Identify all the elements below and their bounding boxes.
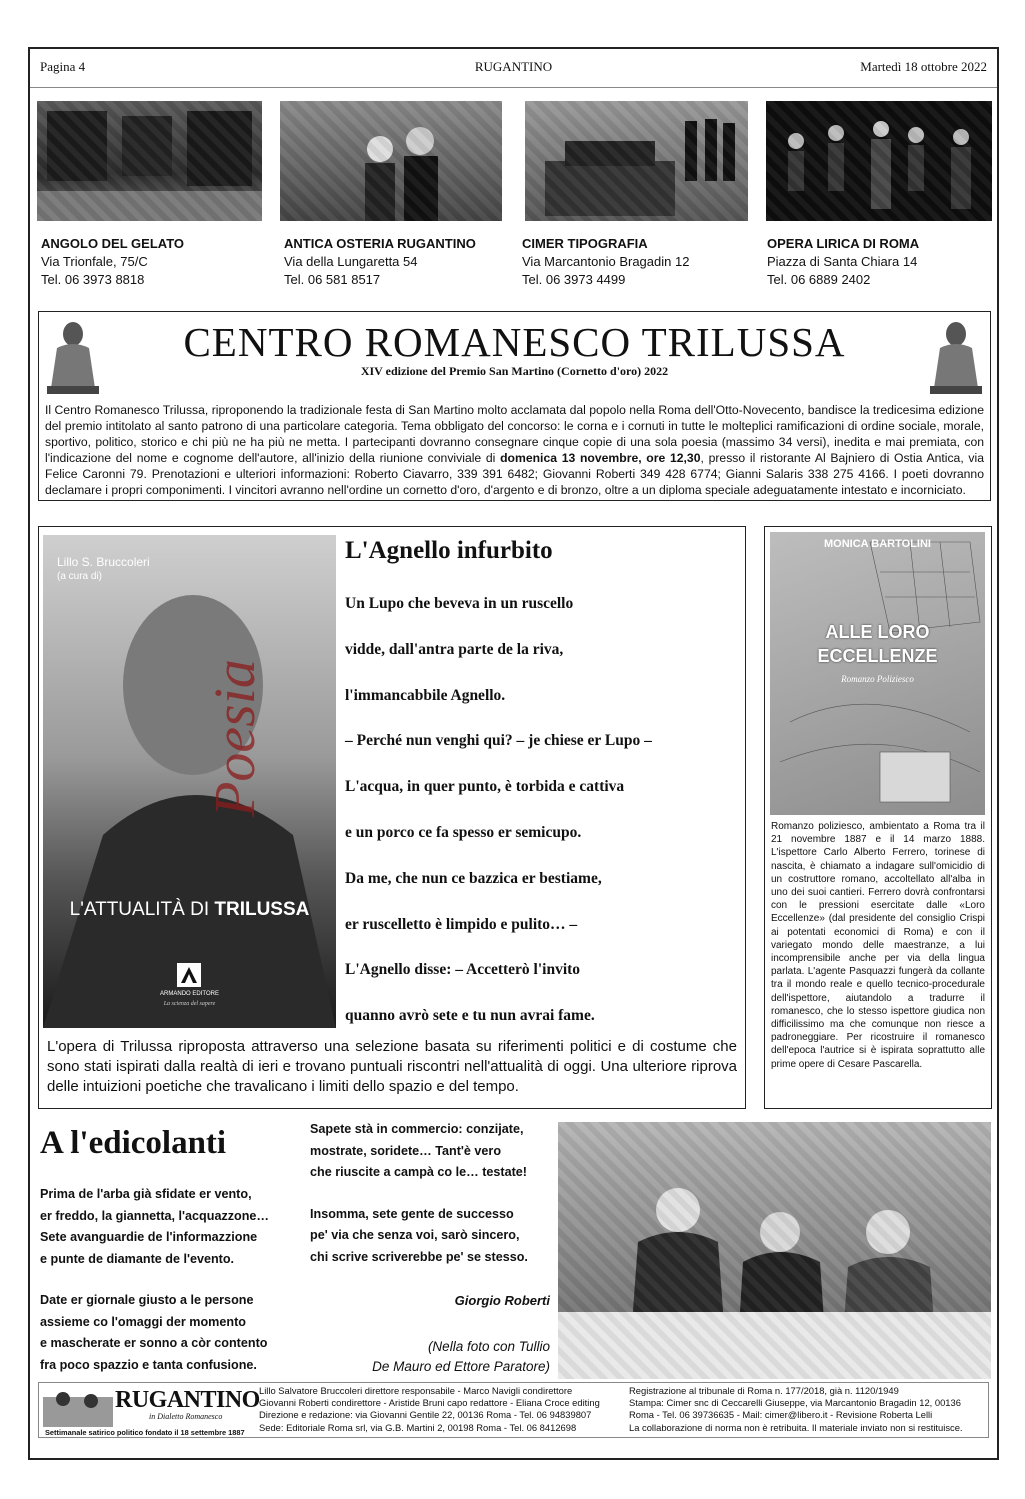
centro-body-text: Il Centro Romanesco Trilussa, riproponendo la tradizionale festa di San Martino molto acclamata dal popolo nella Roma dell'Otto-Novecento, bandisce la tredicesima edizione del premio intitolato al santo patrono di una particolare categoria. Tema obbligato del concorso: le corna e i cornuti in tutte le molteplici ramificazioni di ordine sociale, morale, sportivo, politico, storico e chi più ne ha più ne metta. I partecipanti dovranno consegnare cinque copie di una sola poesia (massimo 34 versi), inedita e mai premiata, con l'indicazione del nome e cognome dell'autore, all'inizio della riunione conviviale di: [45, 403, 984, 465]
poem-line: l'immancabbile Agnello.: [345, 686, 506, 704]
centro-title: CENTRO ROMANESCO TRILUSSA: [183, 319, 846, 365]
business-phone: Tel. 06 3973 4499: [522, 272, 626, 287]
newspaper-page: [28, 47, 999, 1460]
verse-line: Date er giornale giusto a le persone: [40, 1293, 254, 1307]
issue-date: Martedì 18 ottobre 2022: [860, 59, 987, 74]
cover-curator: (a cura di): [57, 571, 103, 582]
staff-line: Lillo Salvatore Bruccoleri direttore responsabile - Marco Navigli condirettore: [259, 1385, 573, 1396]
poem-line: er ruscelletto è limpido e pulito… –: [345, 915, 578, 933]
edicolanti-title: A l'edicolanti: [40, 1125, 227, 1161]
business-name: ANTICA OSTERIA RUGANTINO: [284, 236, 476, 251]
business-phone: Tel. 06 3973 8818: [41, 272, 145, 287]
staff-line: Giovanni Roberti condirettore - Aristide Bruni capo redattore - Eliana Croce editing: [259, 1397, 600, 1409]
business-name: ANGOLO DEL GELATO: [41, 236, 185, 251]
business-photo-gelato: [37, 101, 262, 221]
business-name: OPERA LIRICA DI ROMA: [767, 236, 920, 251]
publisher-logo-icon: [177, 963, 201, 987]
logo-title: RUGANTINO: [115, 1387, 260, 1413]
business-photo-osteria: [280, 101, 502, 221]
business-name: CIMER TIPOGRAFIA: [522, 236, 648, 251]
verse-line: er freddo, la giannetta, l'acquazzone…: [40, 1208, 270, 1223]
trilussa-caption: L'opera di Trilussa riproposta attraverso una selezione basata su riferimenti politici e di costume che sono stati ispirati dalla realtà di ieri e trovano puntuali riscontri nell'attualità di oggi. Una ulteriore riprova delle intuizioni poetiche che travalicano i limiti dello spazio e del tempo.: [47, 1038, 737, 1095]
verse-line: che riuscite a campà co le… testate!: [310, 1165, 527, 1179]
rugantino-logo: [43, 1385, 260, 1437]
staff-credits: [259, 1385, 619, 1434]
page-header: [40, 59, 987, 85]
legal-info: [629, 1385, 991, 1434]
photo-note-line-1: (Nella foto con Tullio: [427, 1339, 550, 1354]
bartolini-book-box: [764, 526, 992, 1109]
bartolini-caption: Romanzo poliziesco, ambientato a Roma tra il 21 novembre 1887 e il 14 marzo 1888. L'ispettore Carlo Alberto Ferrero, torinese di nascita, è chiamato a indagare sull'omicidio di un costruttore romano, accoltellato all'alba in uno dei suoi cantieri. Ferrero dovrà confrontarsi con le pressioni esercitate dalle «Loro Eccellenze» (dal presidente del consiglio Crispi ai potentati economici di Roma) e con il variegato mondo delle maestranze, a lui incomprensibile anche per via della lingua parlata. L'agente Pasquazzi fungerà da collante tra il mondo reale e quello tecnico-procedurale dell'ispettore, aiutandolo a tradurre il romanesco, che lo stesso ispettore giudica non difficilissimo ma che comunque non riesce a padroneggiare. Per ricostruire il romanesco dell'epoca l'autrice si è ispirata soprattutto alle prime opere di Cesare Pascarella.: [771, 821, 985, 1070]
verse-line: e mascherate er sonno a còr contento: [40, 1336, 268, 1350]
business-photo-tipografia: [525, 101, 748, 221]
header-rule: [30, 87, 997, 88]
poem-line: quanno avrò sete e tu nun avrai fame.: [345, 1007, 595, 1025]
business-phone: Tel. 06 6889 2402: [767, 272, 871, 287]
legal-line: La collaborazione di norma non è retribuita. Il materiale inviato non si restituisce.: [629, 1421, 963, 1433]
verse-line: e punte de diamante de l'evento.: [40, 1251, 235, 1266]
poem-lines: [345, 595, 652, 1053]
cover-title-b: TRILUSSA: [214, 899, 310, 920]
publisher-tag: La scienza del sapere: [163, 1001, 216, 1007]
business-address: Via Marcantonio Bragadin 12: [522, 254, 690, 269]
legal-line: Roma - Tel. 06 39736635 - Mail: cimer@libero.it - Revisione Roberta Lelli: [629, 1409, 933, 1421]
business-photo-opera: [766, 101, 992, 221]
verse-line: Sete avanguardie de l'informazzione: [40, 1230, 258, 1244]
verse-line: chi scrive scriverebbe pe' se stesso.: [310, 1249, 528, 1264]
business-gelato: [41, 235, 184, 289]
centro-event-date: domenica 13 novembre, ore 12,30: [500, 451, 701, 465]
poem-line: Da me, che nun ce bazzica er bestiame,: [345, 869, 602, 887]
photo-note: [310, 1337, 550, 1377]
publisher-name: ARMANDO EDITORE: [160, 991, 219, 997]
cover-title-line-2: ECCELLENZE: [817, 646, 938, 666]
cover-author: MONICA BARTOLINI: [824, 538, 931, 550]
business-phone: Tel. 06 581 8517: [284, 272, 381, 287]
bartolini-book-cover: [770, 532, 985, 815]
cover-title-a: L'ATTUALITÀ DI: [69, 899, 215, 920]
centro-body: [45, 402, 984, 498]
business-opera: [767, 235, 919, 289]
rugantino-figures-icon: [43, 1385, 113, 1427]
poem-title: L'Agnello infurbito: [345, 537, 553, 564]
poem-line: – Perché nun venghi qui? – je chiese er Lupo –: [345, 732, 652, 750]
cover-script: Poesia: [202, 659, 267, 817]
staff-line: Direzione e redazione: via Giovanni Gentile 22, 00136 Roma - Tel. 06 94839807: [259, 1409, 592, 1421]
verse-line: assieme co l'omaggi der momento: [40, 1314, 246, 1329]
masthead-footer: [38, 1382, 989, 1438]
logo-subtitle: in Dialetto Romanesco: [149, 1412, 223, 1421]
poem-line: e un porco ce fa spesso er semicupo.: [345, 823, 582, 841]
cover-title-line-1: ALLE LORO: [825, 622, 930, 642]
cover-author: Lillo S. Bruccoleri: [57, 555, 150, 569]
verse-line: Sapete stà in commercio: conzijate,: [310, 1122, 524, 1136]
cover-subtitle: Romanzo Poliziesco: [841, 674, 914, 684]
poem-author: Giorgio Roberti: [454, 1293, 550, 1308]
trilussa-book-cover: [43, 535, 336, 1028]
legal-line: Stampa: Cimer snc di Ceccarelli Giuseppe, via Marcantonio Bragadin 12, 00136: [629, 1397, 961, 1409]
cover-title: [43, 899, 336, 921]
verse-line: Prima de l'arba già sfidate er vento,: [40, 1187, 252, 1201]
verse-line: fra poco spazzio e tanta confusione.: [40, 1357, 257, 1372]
paper-name: RUGANTINO: [474, 59, 553, 74]
poem-line: vidde, dall'antra parte de la riva,: [345, 640, 564, 658]
logo-tagline: Settimanale satirico politico fondato il 18 settembre 1887: [45, 1428, 245, 1437]
verse-line: Insomma, sete gente de successo: [310, 1206, 514, 1221]
trilussa-book-box: [38, 526, 746, 1109]
cover-title: [770, 620, 985, 668]
business-osteria: [284, 235, 476, 289]
edicolanti-stanzas-2: [310, 1119, 528, 1268]
verse-line: pe' via che senza voi, sarò sincero,: [310, 1228, 520, 1242]
edicolanti-photo: [558, 1122, 991, 1379]
poem-line: L'Agnello disse: – Accetterò l'invito: [345, 961, 581, 979]
legal-line: Registrazione al tribunale di Roma n. 177/2018, già n. 1120/1949: [629, 1385, 899, 1396]
stanza-break: [40, 1270, 269, 1290]
business-address: Via Trionfale, 75/C: [41, 254, 148, 269]
business-address: Via della Lungaretta 54: [284, 254, 418, 269]
photo-note-line-2: De Mauro ed Ettore Paratore): [372, 1359, 550, 1374]
poem-line: Un Lupo che beveva in un ruscello: [345, 595, 574, 612]
centro-subtitle: XIV edizione del Premio San Martino (Cornetto d'oro) 2022: [360, 364, 669, 378]
page-number: Pagina 4: [40, 59, 86, 74]
poem-line: L'acqua, in quer punto, è torbida e cattiva: [345, 778, 625, 796]
staff-line: Sede: Editoriale Roma srl, via G.B. Martini 2, 00198 Roma - Tel. 06 8412698: [259, 1421, 577, 1433]
verse-line: mostrate, soridete… Tant'è vero: [310, 1143, 502, 1158]
centro-trilussa-box: [38, 311, 991, 501]
centro-body-text-end: , presso il ristorante Al Bajniero di Ostia Antica, via Felice Caronni 79. Prenotazioni e ulteriori informazioni: Roberto Ciavarro, 339 391 6482; Giovanni Roberti 349 428 6774; Gianni Salaris 338 275 4166. I poeti dovranno declamare i propri componimenti. I vincitori avranno nell'ordine un cornetto d'oro, d'argento e di bronzo, oltre a un diploma speciale adeguatamente intestato e incorniciato.: [45, 451, 985, 497]
stanza-break: [310, 1184, 528, 1204]
edicolanti-stanzas-1: [40, 1184, 269, 1376]
business-address: Piazza di Santa Chiara 14: [767, 254, 918, 269]
business-tipografia: [522, 235, 689, 289]
